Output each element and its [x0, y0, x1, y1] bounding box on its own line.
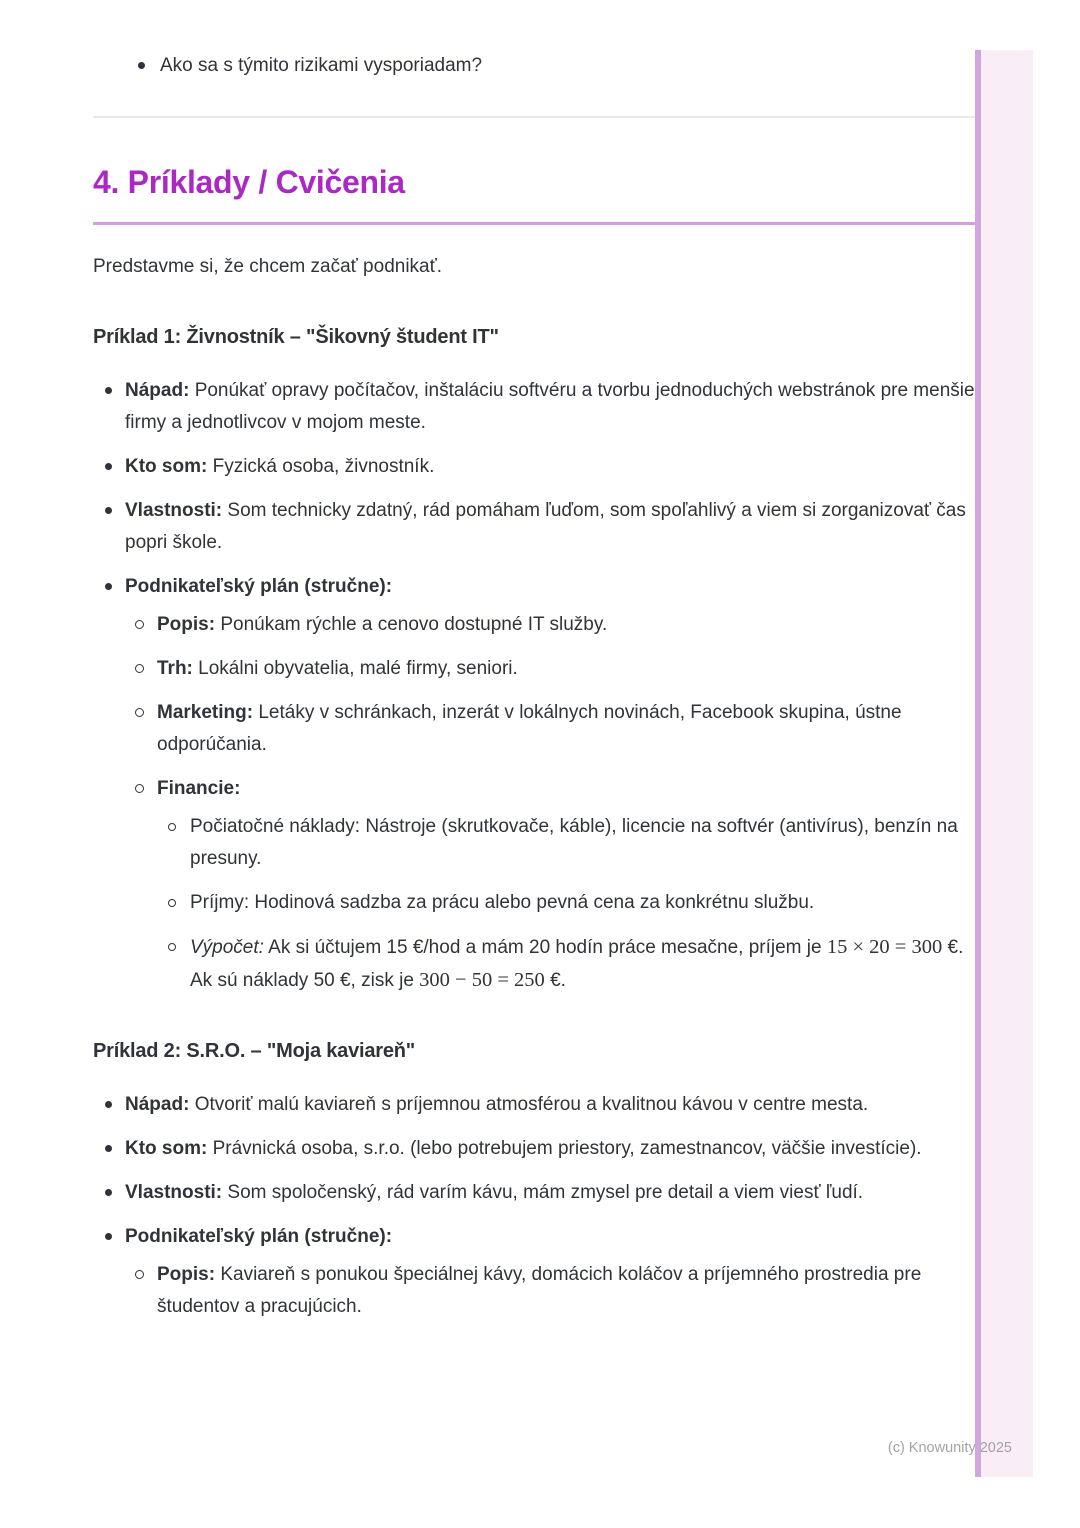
list-item — [93, 50, 985, 82]
plan-sublist — [125, 1259, 985, 1323]
intro-paragraph: Predstavme si, že chcem začať podnikať. — [93, 256, 443, 277]
list-item-vlastnosti — [93, 1177, 985, 1209]
list-item-plan — [93, 1221, 985, 1323]
list-item-napad — [93, 375, 985, 439]
item-label: Podnikateľský plán (stručne): — [125, 576, 393, 597]
list-item-marketing — [125, 697, 985, 761]
math-expression: 300 − 50 = 250 — [419, 969, 545, 991]
section-divider — [93, 116, 985, 118]
example2-heading: Príklad 2: S.R.O. – "Moja kaviareň" — [93, 1040, 416, 1062]
item-text: Fyzická osoba, živnostník. — [212, 456, 435, 477]
example1-heading: Príklad 1: Živnostník – "Šikovný študent IT" — [93, 326, 499, 348]
item-text: Otvoriť malú kaviareň s príjemnou atmosférou a kvalitnou kávou v centre mesta. — [194, 1094, 869, 1115]
finance-sublist — [157, 811, 985, 997]
item-label: Podnikateľský plán (stručne): — [125, 1226, 393, 1247]
example2-list — [93, 1089, 985, 1323]
item-label: Vlastnosti: — [125, 500, 223, 521]
item-label: Financie: — [157, 778, 241, 799]
item-text: Právnická osoba, s.r.o. (lebo potrebujem priestory, zamestnancov, väčšie investície). — [212, 1138, 922, 1159]
list-item-napad — [93, 1089, 985, 1121]
item-label: Marketing: — [157, 702, 254, 723]
item-label: Popis: — [157, 1264, 216, 1285]
item-text: Lokálni obyvatelia, malé firmy, seniori. — [198, 658, 518, 679]
item-text: Som spoločenský, rád varím kávu, mám zmysel pre detail a viem viesť ľudí. — [227, 1182, 864, 1203]
item-text: Príjmy: Hodinová sadzba za prácu alebo pevná cena za konkrétnu službu. — [190, 892, 815, 913]
calc-label: Výpočet: — [190, 937, 264, 958]
item-text: Počiatočné náklady: Nástroje (skrutkovače, káble), licencie na softvér (antivírus), benzín na presuny. — [190, 816, 958, 869]
list-item-trh — [125, 653, 985, 685]
document-page — [93, 0, 985, 1323]
item-text: Ponúkam rýchle a cenovo dostupné IT služby. — [220, 614, 608, 635]
list-item-vypocet — [157, 931, 985, 997]
copyright-watermark: (c) Knowunity 2025 — [887, 1440, 1012, 1456]
list-item-popis — [125, 1259, 985, 1323]
list-item-vlastnosti — [93, 495, 985, 559]
list-item-popis — [125, 609, 985, 641]
list-item-financie — [125, 773, 985, 997]
list-item-kto-som — [93, 451, 985, 483]
carryover-bullet-list — [93, 50, 985, 82]
plan-sublist — [125, 609, 985, 997]
item-text: Som technicky zdatný, rád pomáham ľuďom, som spoľahlivý a viem si zorganizovať čas popri škole. — [125, 500, 966, 553]
list-item-plan — [93, 571, 985, 997]
section-heading: 4. Príklady / Cvičenia — [93, 162, 985, 225]
list-item-kto-som — [93, 1133, 985, 1165]
item-text: Ponúkať opravy počítačov, inštaláciu softvéru a tvorbu jednoduchých webstránok pre menšie firmy a jednotlivcov v mojom meste. — [125, 380, 975, 433]
calc-text: €. — [544, 970, 566, 991]
item-label: Popis: — [157, 614, 216, 635]
item-text: Kaviareň s ponukou špeciálnej kávy, domácich koláčov a príjemného prostredia pre študentov a pracujúcich. — [157, 1264, 922, 1317]
item-label: Nápad: — [125, 1094, 190, 1115]
item-label: Kto som: — [125, 456, 208, 477]
item-label: Trh: — [157, 658, 193, 679]
item-label: Kto som: — [125, 1138, 208, 1159]
calc-text: Ak si účtujem 15 €/hod a mám 20 hodín práce mesačne, príjem je — [263, 937, 827, 958]
page-edge-accent-panel — [981, 50, 1033, 1477]
list-item-text: Ako sa s týmito rizikami vysporiadam? — [160, 55, 483, 76]
item-label: Nápad: — [125, 380, 190, 401]
item-label: Vlastnosti: — [125, 1182, 223, 1203]
math-expression: 15 × 20 = 300 — [826, 936, 943, 958]
list-item-prijmy — [157, 887, 985, 919]
example1-list — [93, 375, 985, 997]
item-text: Letáky v schránkach, inzerát v lokálnych novinách, Facebook skupina, ústne odporúčania. — [157, 702, 902, 755]
list-item-naklady — [157, 811, 985, 875]
calc-text: €. Ak sú náklady 50 €, zisk je — [190, 937, 964, 991]
